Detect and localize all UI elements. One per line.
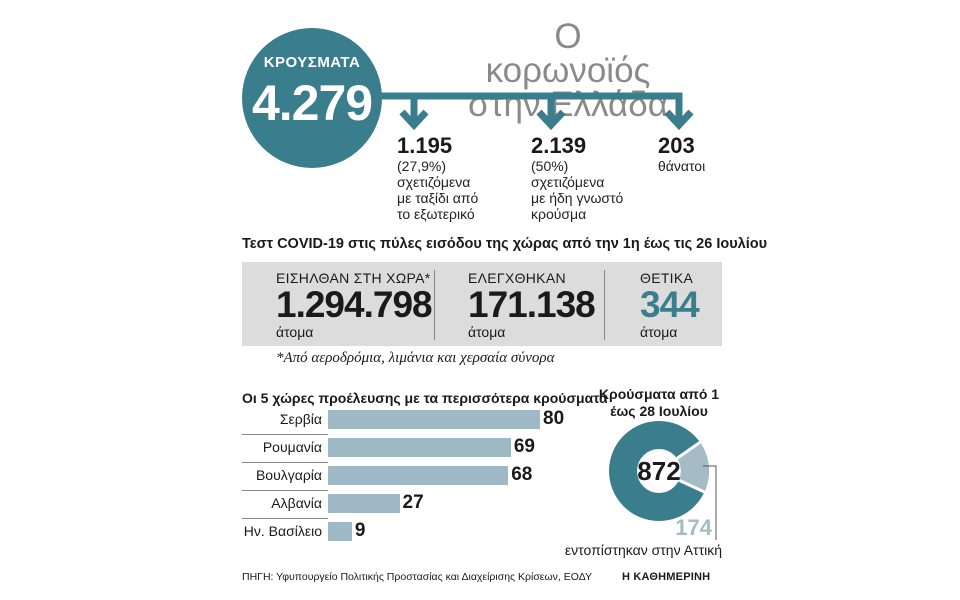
tests-positive-label: ΘΕΤΙΚΑ [640,270,694,286]
bar-value-label: 9 [354,520,366,541]
donut-chart-title: Κρούσματα από 1 έως 28 Ιουλίου [598,386,720,419]
tests-entered-label: ΕΙΣΗΛΘΑΝ ΣΤΗ ΧΩΡΑ* [276,270,431,286]
publisher-brand: Η ΚΑΘΗΜΕΡΙΝΗ [622,571,711,583]
cases-total: 4.279 [251,75,373,131]
bar-category-label: Βουλγαρία [255,467,322,483]
tests-positive-unit: άτομα [640,324,678,340]
tests-footnote: *Από αεροδρόμια, λιμάνια και χερσαία σύνορα [276,350,555,366]
tests-entered-value: 1.294.798 [276,284,432,325]
donut-annotation: εντοπίστηκαν στην Αττική [564,542,722,558]
cases-label: ΚΡΟΥΣΜΑΤΑ [263,54,361,71]
bar-value-label: 69 [513,436,535,457]
stat-travel-line-2: σχετιζόμενα [397,174,471,190]
stat-travel-value: 1.195 [397,133,453,158]
stat-known-line-2: σχετιζόμενα [531,174,605,190]
stat-travel-line-4: το εξωτερικό [397,206,475,222]
bar-value-label: 27 [402,492,424,513]
stat-deaths-value: 203 [658,133,695,158]
tests-title: Τεστ COVID-19 στις πύλες εισόδου της χώρας από την 1η έως τις 26 Ιουλίου [242,236,768,252]
donut-value-attica: 174 [675,515,712,540]
bar-value-label: 68 [511,464,533,485]
tests-entered-unit: άτομα [276,324,314,340]
bar-value-label: 80 [543,408,565,429]
source-note: ΠΗΓΗ: Υφυπουργείο Πολιτικής Προστασίας και Διαχείρισης Κρίσεων, ΕΟΔΥ [242,571,592,583]
stat-known-value: 2.139 [531,133,587,158]
bar-category-label: Ην. Βασίλειο [243,523,322,539]
tests-checked-value: 171.138 [468,284,595,325]
bar-chart-title: Οι 5 χώρες προέλευσης με τα περισσότερα κρούσματα [242,390,608,406]
tests-checked-unit: άτομα [468,324,506,340]
stat-known-line-1: (50%) [531,158,569,174]
title-line-1: Ο κορωνοϊός [485,17,651,90]
stat-known-line-4: κρούσμα [531,206,587,222]
bar-category-label: Αλβανία [271,495,322,511]
stat-deaths-line-1: θάνατοι [658,158,706,174]
title-line-2: στην Ελλάδα [468,85,668,124]
bar-category-label: Σερβία [279,411,322,427]
tests-positive-value: 344 [640,284,699,325]
donut-value-main: 872 [637,456,681,486]
stat-travel-line-3: με ταξίδι από [397,190,479,206]
stat-travel-line-1: (27,9%) [397,158,447,174]
tests-checked-label: ΕΛΕΓΧΘΗΚΑΝ [468,270,566,286]
stat-known-line-3: με ήδη γνωστό [531,190,624,206]
bar-category-label: Ρουμανία [262,439,322,455]
